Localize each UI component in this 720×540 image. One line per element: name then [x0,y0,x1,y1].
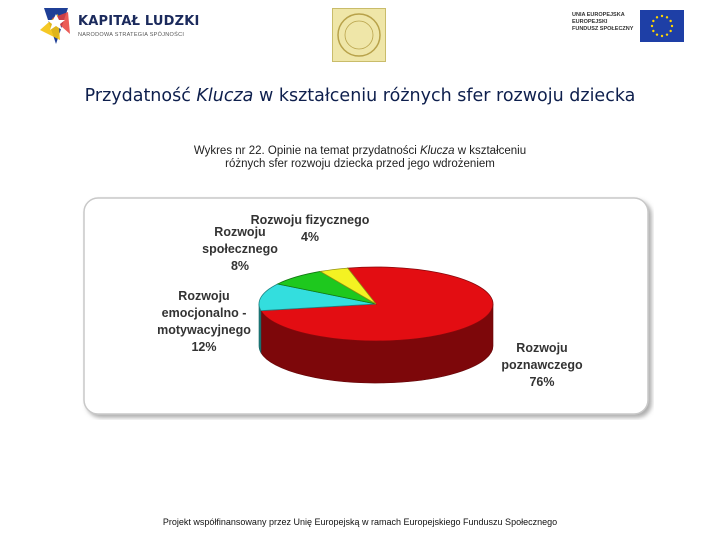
eu-logo [560,4,690,48]
eu-star [666,33,668,35]
page-title [0,86,720,106]
title-italic: Klucza [196,86,254,106]
eu-star [669,20,671,22]
caption-part1: Wykres nr 22. Opinie na temat przydatności [193,145,421,157]
pie-chart-container [82,196,654,420]
caption-italic: Klucza [420,145,455,157]
eu-star [661,15,663,17]
slice-label-line: Rozwoju [214,225,266,239]
caption-line-2: różnych sfer rozwoju dziecka przed jego wdrożeniem [225,158,495,170]
footer-text: Projekt współfinansowany przez Unię Europejską w ramach Europejskiego Funduszu Społecznego [162,517,558,527]
eu-star [669,30,671,32]
chart-caption [150,145,570,171]
slice-label-line: 4% [300,230,320,244]
slice-label-line: Rozwoju fizycznego [250,213,370,227]
pie-slice-side [259,304,261,353]
slice-label-line: poznawczego [501,358,583,372]
kapital-ludzki-star-icon [40,4,74,48]
eu-star [651,25,653,27]
eu-star [656,33,658,35]
eu-star [671,25,673,27]
slice-label-line: 76% [529,375,555,389]
eu-star [652,30,654,32]
slice-label-line: 8% [230,259,250,273]
seal-icon [332,8,386,62]
eu-star [652,20,654,22]
pie-chart [82,196,654,420]
eu-logo-text [572,12,633,33]
eu-line-3: FUNDUSZ SPOŁECZNY [572,26,634,32]
title-part2: w kształceniu różnych sfer rozwoju dziecka [253,86,636,106]
kapital-ludzki-logo [40,4,200,48]
eu-star [666,16,668,18]
caption-line-1 [150,145,570,158]
eu-line-2: EUROPEJSKI [572,19,608,25]
eu-flag-icon [640,10,684,42]
slice-label-line: 12% [191,340,217,354]
slice-label-line: społecznego [202,242,278,256]
eu-line-1: UNIA EUROPEJSKA [572,12,625,18]
caption-part2: w kształceniu [454,145,527,157]
slice-label-line: Rozwoju [178,289,230,303]
eu-star [656,16,658,18]
title-part1: Przydatność [84,86,197,106]
logo-title: KAPITAŁ LUDZKI [78,14,200,29]
eu-star [661,35,663,37]
logo-subtitle: NARODOWA STRATEGIA SPÓJNOŚCI [78,32,185,38]
slice-label-line: emocjonalno - [161,306,247,320]
slice-label-line: motywacyjnego [157,323,251,337]
slice-label-line: Rozwoju [516,341,568,355]
